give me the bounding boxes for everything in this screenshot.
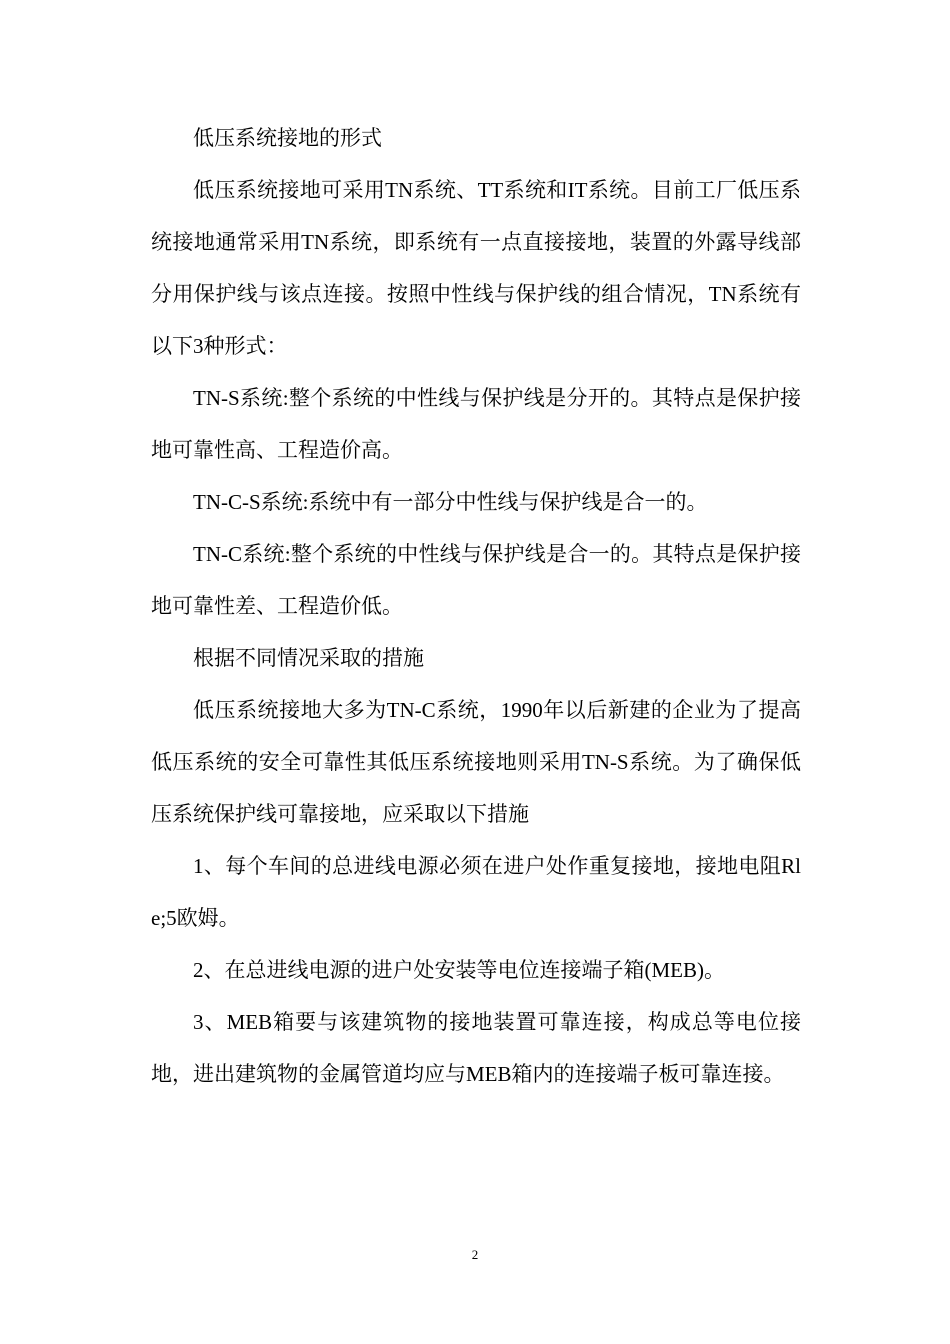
section-heading-measures: 根据不同情况采取的措施 bbox=[193, 646, 424, 670]
paragraph-tn-c-system: TN-C系统:整个系统的中性线与保护线是合一的。其特点是保护接地可靠性差、工程造价低。 bbox=[151, 542, 801, 618]
list-item-measure-2: 2、在总进线电源的进户处安装等电位连接端子箱(MEB)。 bbox=[193, 958, 725, 982]
list-item-measure-1: 1、每个车间的总进线电源必须在进户处作重复接地，接地电阻Rle;5欧姆。 bbox=[151, 854, 801, 930]
paragraph-grounding-systems-intro: 低压系统接地可采用TN系统、TT系统和IT系统。目前工厂低压系统接地通常采用TN系统，即系统有一点直接接地，装置的外露导线部分用保护线与该点连接。按照中性线与保护线的组合情况，TN系统有以下3种形式： bbox=[151, 178, 801, 358]
paragraph-tn-c-s-system: TN-C-S系统:系统中有一部分中性线与保护线是合一的。 bbox=[193, 490, 708, 514]
paragraph-tn-s-system: TN-S系统:整个系统的中性线与保护线是分开的。其特点是保护接地可靠性高、工程造价高。 bbox=[151, 386, 801, 462]
page-number: 2 bbox=[471, 1247, 479, 1262]
list-item-measure-3: 3、MEB箱要与该建筑物的接地装置可靠连接，构成总等电位接地，进出建筑物的金属管道均应与MEB箱内的连接端子板可靠连接。 bbox=[151, 1010, 801, 1086]
section-heading-grounding-forms: 低压系统接地的形式 bbox=[193, 126, 382, 150]
document-body bbox=[151, 112, 801, 1100]
paragraph-measures-intro: 低压系统接地大多为TN-C系统，1990年以后新建的企业为了提高低压系统的安全可靠性其低压系统接地则采用TN-S系统。为了确保低压系统保护线可靠接地，应采取以下措施 bbox=[151, 698, 801, 826]
